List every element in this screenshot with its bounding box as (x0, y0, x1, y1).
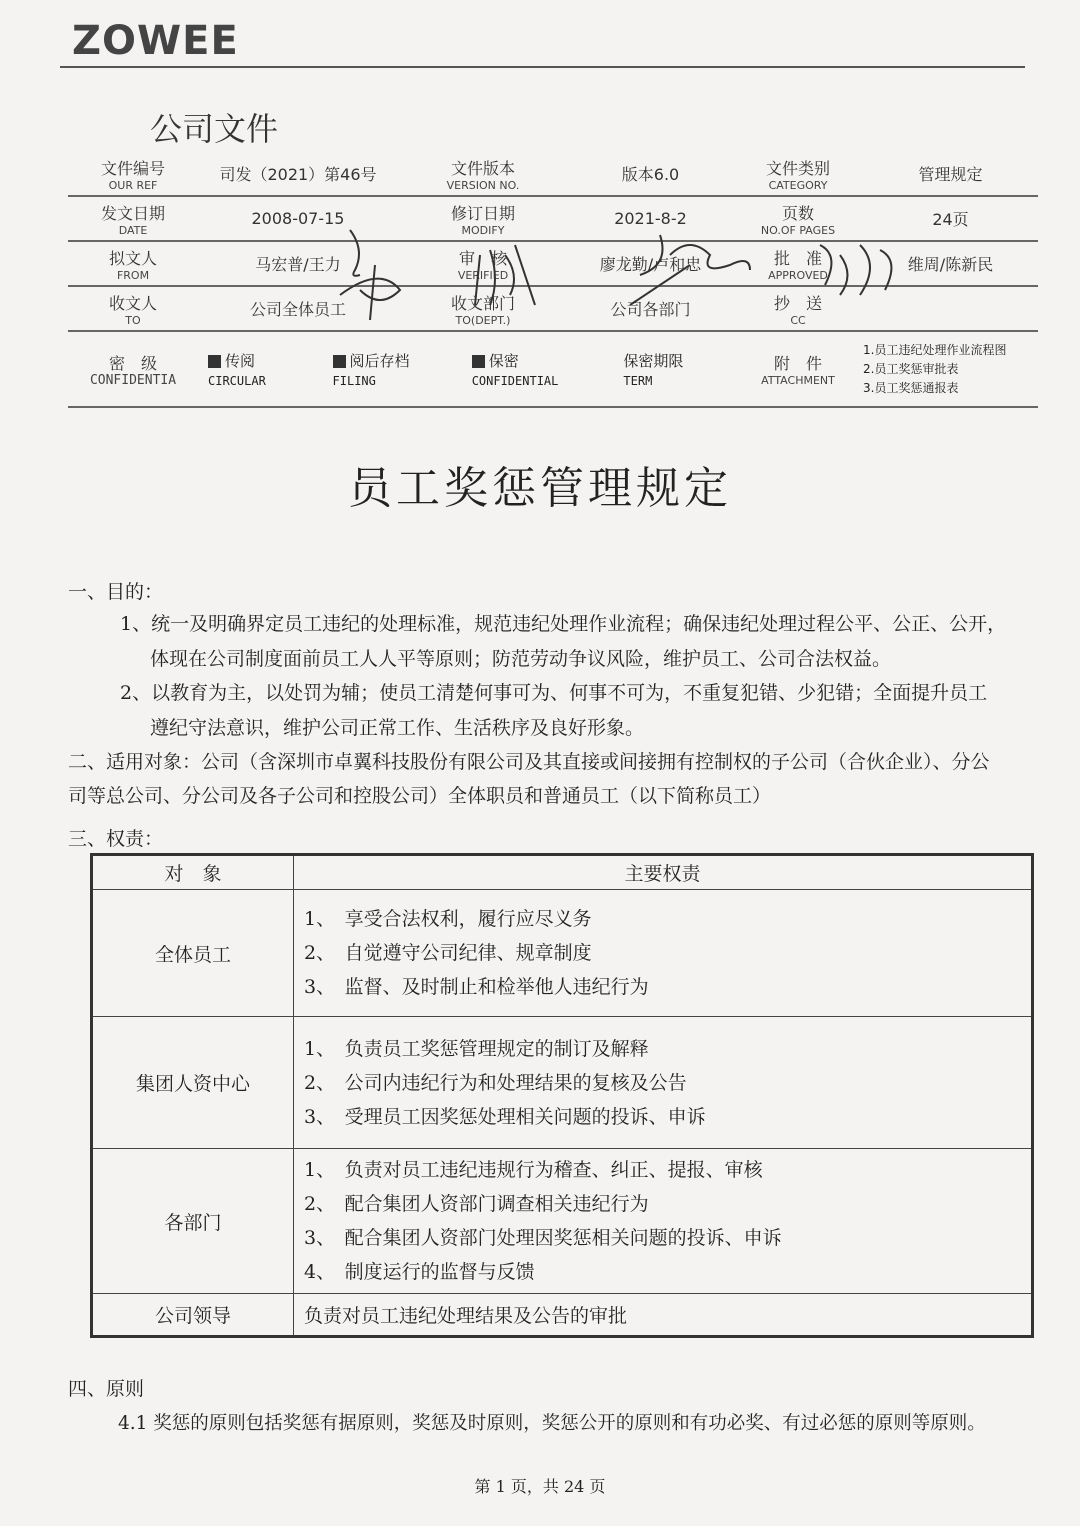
attachment-item: 2.员工奖惩审批表 (863, 361, 959, 376)
category-value: 管理规定 (918, 165, 983, 184)
row-object: 全体员工 (92, 890, 294, 1017)
to-value: 公司全体员工 (249, 300, 346, 319)
todept-value: 公司各部门 (610, 300, 691, 319)
ref-label-en: OUR REF (108, 178, 158, 192)
confidential-label: 保密 (488, 351, 519, 370)
attachment-list (863, 341, 1013, 398)
table-row (92, 1149, 1033, 1294)
section-3-heading: 三、权责： (68, 828, 164, 850)
modify-label: 修订日期 (450, 203, 515, 223)
approved-value: 维周/陈新民 (907, 255, 994, 274)
responsibility-item: 2、 配合集团人资部门调查相关违纪行为 (304, 1193, 649, 1215)
attachment-item: 3.员工奖惩通报表 (863, 380, 959, 395)
todept-label: 收文部门 (450, 293, 515, 313)
cc-label-en: CC (790, 313, 806, 327)
term-label-en: TERM (623, 373, 653, 388)
todept-label-en: TO(DEPT.) (455, 313, 511, 327)
category-label: 文件类别 (765, 158, 830, 178)
responsibility-item: 3、 监督、及时制止和检举他人违纪行为 (304, 976, 649, 998)
ref-value: 司发（2021）第46号 (219, 165, 377, 184)
responsibility-item: 4、 制度运行的监督与反馈 (304, 1261, 535, 1283)
header-divider (60, 66, 1025, 68)
document-type: 公司文件 (150, 110, 279, 148)
handwritten-signatures (330, 225, 950, 325)
confidential-option[interactable] (472, 350, 598, 389)
attachment-item: 1.员工违纪处理作业流程图 (863, 342, 1007, 357)
modify-value: 2021-8-2 (614, 209, 687, 228)
filing-label: 阅后存档 (349, 351, 410, 370)
confidential-label-en: CONFIDENTIAL (471, 373, 559, 388)
filing-label-en: FILING (332, 373, 376, 388)
version-label: 文件版本 (450, 158, 515, 178)
row-object: 集团人资中心 (92, 1017, 294, 1149)
ref-label: 文件编号 (100, 158, 165, 178)
company-logo: ZOWEE (72, 18, 239, 64)
pages-label: 页数 (781, 203, 814, 223)
responsibility-item: 1、 负责对员工违纪违规行为稽查、纠正、提报、审核 (304, 1159, 763, 1181)
responsibility-item: 3、 配合集团人资部门处理因奖惩相关问题的投诉、申诉 (304, 1227, 782, 1249)
to-label: 收文人 (108, 293, 157, 313)
circular-label: 传阅 (225, 351, 256, 370)
checkbox-icon (208, 355, 221, 368)
row-object: 各部门 (92, 1149, 294, 1294)
pages-value: 24页 (932, 210, 969, 229)
attach-label-en: ATTACHMENT (761, 374, 835, 387)
conf-label-en: CONFIDENTIA (89, 373, 177, 388)
verified-label-en: VERIFIED (457, 268, 509, 282)
section-2-text-cont: 司等总公司、分公司及各子公司和控股公司）全体职员和普通员工（以下简称员工） (68, 785, 772, 807)
responsibility-item: 3、 受理员工因奖惩处理相关问题的投诉、申诉 (304, 1105, 706, 1128)
column-header-responsibilities: 主要权责 (294, 855, 1033, 890)
version-value: 版本6.0 (621, 165, 680, 184)
section-1-item-2: 2、以教育为主，以处罚为辅；使员工清楚何事可为、何事不可为，不重复犯错、少犯错；全面提升员工 (120, 682, 988, 704)
table-row (92, 1294, 1033, 1337)
conf-label: 密 级 (108, 354, 157, 373)
info-row (68, 152, 1038, 197)
section-4-heading: 四、原则 (68, 1378, 145, 1400)
pages-label-en: NO.OF PAGES (760, 223, 836, 237)
row-object: 公司领导 (92, 1294, 294, 1337)
verified-value: 廖龙勤/卢和忠 (599, 255, 702, 274)
approved-label-en: APPROVED (768, 268, 828, 282)
info-row-confidentiality (68, 332, 1038, 408)
checkbox-icon (472, 355, 485, 368)
responsibility-item: 1、 享受合法权利，履行应尽义务 (304, 908, 592, 930)
circular-option[interactable] (208, 350, 307, 389)
cc-label: 抄 送 (773, 293, 822, 313)
section-1-item-1: 1、统一及明确界定员工违纪的处理标准，规范违纪处理作业流程；确保违纪处理过程公平、公正、公开， (120, 613, 1007, 635)
section-1-item-1-cont: 体现在公司制度面前员工人人平等原则；防范劳动争议风险，维护员工、公司合法权益。 (150, 648, 892, 670)
responsibility-item: 负责对员工违纪处理结果及公告的审批 (294, 1294, 1033, 1337)
from-label: 拟文人 (108, 248, 157, 268)
from-value: 马宏普/王力 (255, 255, 341, 274)
page-footer: 第 1 页，共 24 页 (474, 1477, 606, 1496)
checkbox-icon (333, 355, 346, 368)
category-label-en: CATEGORY (768, 178, 828, 192)
table-header-row (92, 855, 1033, 890)
from-label-en: FROM (116, 268, 150, 282)
date-label: 发文日期 (100, 203, 165, 223)
circular-label-en: CIRCULAR (208, 373, 266, 388)
section-4-item-1: 4.1 奖惩的原则包括奖惩有据原则，奖惩及时原则，奖惩公开的原则和有功必奖、有过必惩的原则等原则。 (118, 1413, 986, 1434)
term-field (623, 350, 707, 389)
responsibility-table (90, 853, 1034, 1338)
table-row (92, 890, 1033, 1017)
responsibility-item: 2、 公司内违纪行为和处理结果的复核及公告 (304, 1071, 687, 1094)
responsibility-item: 1、 负责员工奖惩管理规定的制订及解释 (304, 1037, 649, 1060)
date-value: 2008-07-15 (251, 209, 345, 228)
date-label-en: DATE (118, 223, 148, 237)
verified-label: 审 核 (458, 248, 507, 268)
table-row (92, 1017, 1033, 1149)
document-title: 员工奖惩管理规定 (348, 463, 732, 514)
term-label: 保密期限 (623, 351, 684, 370)
section-2-text: 二、适用对象：公司（含深圳市卓翼科技股份有限公司及其直接或间接拥有控制权的子公司（合伙企业）、分公 (68, 751, 990, 773)
section-1-item-2-cont: 遵纪守法意识，维护公司正常工作、生活秩序及良好形象。 (150, 717, 645, 739)
approved-label: 批 准 (773, 248, 822, 268)
modify-label-en: MODIFY (461, 223, 505, 237)
version-label-en: VERSION NO. (446, 178, 520, 192)
to-label-en: TO (125, 313, 141, 327)
column-header-object: 对 象 (92, 855, 294, 890)
filing-option[interactable] (333, 350, 446, 389)
section-1-heading: 一、目的： (68, 581, 164, 603)
attach-label: 附 件 (773, 354, 822, 373)
responsibility-item: 2、 自觉遵守公司纪律、规章制度 (304, 942, 592, 964)
